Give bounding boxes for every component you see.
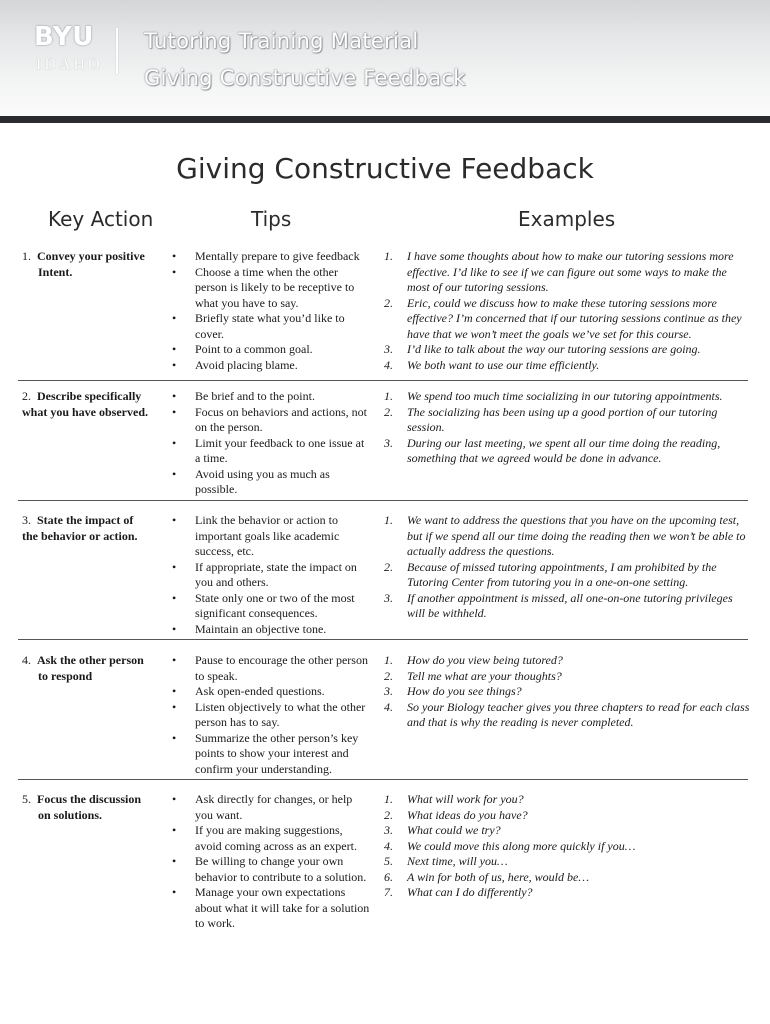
example-text: We both want to use our time efficiently.	[407, 357, 600, 372]
key-action-number: 5.	[22, 792, 31, 806]
example-number: 2.	[384, 404, 393, 419]
key-action-number: 3.	[22, 513, 31, 527]
banner-subtitle: Giving Constructive Feedback	[144, 66, 466, 90]
tip-item	[172, 436, 372, 467]
tip-text: Be brief and to the point.	[195, 389, 315, 403]
tips-list	[172, 389, 372, 498]
logo-byu-text: BYU	[34, 22, 94, 52]
example-item	[382, 823, 752, 839]
key-action-line2: to respond	[38, 668, 93, 683]
example-number: 1.	[384, 249, 393, 263]
example-number: 3.	[384, 342, 393, 356]
bullet-icon: •	[172, 684, 177, 698]
bullet-icon: •	[172, 653, 177, 667]
example-text: Tell me what are your thoughts?	[407, 668, 562, 683]
example-text: Eric, could we discuss how to make these tutoring sessions more effective? I’m concerned that if our tutoring sessions continue as they have that we won’t meet the goals we’ve set for this course.	[407, 295, 742, 341]
byu-idaho-logo	[34, 24, 120, 76]
tips-list	[172, 249, 372, 373]
example-item	[382, 885, 752, 901]
example-text: We want to address the questions that you have on the upcoming test, but if we spend all our time doing the reading then we won’t be able to actually address the questions.	[407, 513, 746, 558]
tip-text: Ask directly for changes, or help you want.	[195, 792, 353, 822]
bullet-icon: •	[172, 311, 177, 325]
example-text: We spend too much time socializing in our tutoring appointments.	[407, 389, 723, 403]
example-number: 6.	[384, 869, 393, 884]
example-number: 1.	[384, 653, 393, 667]
example-item	[382, 358, 752, 374]
logo-idaho-text: IDAHO	[36, 56, 103, 73]
example-text: We could move this along more quickly if you…	[407, 838, 636, 853]
tip-text: Be willing to change your own behavior to contribute to a solution.	[195, 854, 367, 884]
key-action-number: 4.	[22, 653, 31, 667]
bullet-icon: •	[172, 249, 177, 263]
tip-item	[172, 653, 372, 684]
example-text: What could we try?	[407, 823, 501, 837]
example-text: The socializing has been using up a good portion of our tutoring session.	[407, 404, 718, 434]
tip-item	[172, 249, 372, 265]
tips-list	[172, 653, 372, 777]
example-number: 1.	[384, 513, 393, 527]
example-text: A win for both of us, here, would be…	[407, 869, 590, 884]
example-number: 2.	[384, 668, 393, 683]
example-number: 7.	[384, 885, 393, 899]
key-action-line1: State the impact of	[37, 513, 134, 527]
example-text: I have some thoughts about how to make our tutoring sessions more effective. I’d like to see if we can figure out some ways to make the most of our tutoring sessions.	[407, 249, 734, 294]
examples-list	[382, 249, 752, 373]
key-action-line2: what you have observed.	[22, 404, 149, 419]
tip-text: Maintain an objective tone.	[195, 621, 327, 636]
tip-text: Manage your own expectations about what it will take for a solution to work.	[195, 885, 370, 930]
tip-text: Choose a time when the other person is likely to be receptive to what you have to say.	[195, 264, 355, 310]
key-action-line1: Describe specifically	[37, 389, 142, 403]
example-item	[382, 389, 752, 405]
bullet-icon: •	[172, 823, 177, 837]
example-item	[382, 854, 752, 870]
tip-text: Listen objectively to what the other person has to say.	[195, 699, 366, 729]
tips-list	[172, 792, 372, 932]
bullet-icon: •	[172, 792, 177, 806]
example-item	[382, 653, 752, 669]
tip-item	[172, 358, 372, 374]
key-action-line1: Convey your positive	[37, 249, 145, 263]
example-text: What can I do differently?	[407, 885, 533, 899]
tip-text: Focus on behaviors and actions, not on the person.	[195, 404, 367, 434]
tip-item	[172, 591, 372, 622]
key-action-number: 1.	[22, 249, 31, 263]
example-item	[382, 249, 752, 296]
tip-item	[172, 389, 372, 405]
key-action	[22, 513, 164, 544]
key-action-line1: Focus the discussion	[37, 792, 142, 806]
example-number: 3.	[384, 435, 393, 450]
tip-text: Mentally prepare to give feedback	[195, 249, 360, 263]
key-action	[22, 792, 164, 823]
example-item	[382, 342, 752, 358]
example-number: 2.	[384, 807, 393, 822]
tips-list	[172, 513, 372, 637]
tip-text: Avoid using you as much as possible.	[195, 466, 330, 496]
page-title: Giving Constructive Feedback	[176, 152, 594, 185]
column-header-key-action: Key Action	[48, 207, 154, 231]
example-text: During our last meeting, we spent all our time doing the reading, something that we agreed would be done in advance.	[407, 435, 721, 465]
bullet-icon: •	[172, 559, 177, 574]
key-action	[22, 653, 164, 684]
tip-item	[172, 622, 372, 638]
tip-text: Summarize the other person’s key points to show your interest and confirm your understanding.	[195, 730, 359, 776]
example-item	[382, 669, 752, 685]
tip-text: If appropriate, state the impact on you and others.	[195, 559, 357, 589]
tip-item	[172, 792, 372, 823]
key-action	[22, 389, 164, 420]
row-divider	[18, 500, 748, 501]
tip-item	[172, 684, 372, 700]
row-divider	[18, 779, 748, 780]
tip-text: Ask open-ended questions.	[195, 684, 325, 698]
header-banner	[0, 0, 770, 116]
example-text: So your Biology teacher gives you three chapters to read for each class and that is why the reading is never completed.	[407, 699, 750, 729]
tip-item	[172, 513, 372, 560]
tip-item	[172, 560, 372, 591]
tip-text: Avoid placing blame.	[195, 357, 298, 372]
tip-item	[172, 700, 372, 731]
tip-text: Briefly state what you’d like to cover.	[195, 311, 345, 341]
example-number: 3.	[384, 590, 393, 605]
example-number: 1.	[384, 792, 393, 806]
examples-list	[382, 513, 752, 622]
column-header-examples: Examples	[518, 207, 616, 231]
bullet-icon: •	[172, 357, 177, 372]
key-action	[22, 249, 164, 280]
example-item	[382, 684, 752, 700]
key-action-number: 2.	[22, 389, 31, 403]
bullet-icon: •	[172, 466, 177, 481]
bullet-icon: •	[172, 435, 177, 450]
key-action-line2: the behavior or action.	[22, 528, 138, 543]
key-action-line2: Intent.	[38, 264, 73, 279]
bullet-icon: •	[172, 699, 177, 714]
example-text: How do you view being tutored?	[407, 653, 563, 667]
tip-text: Pause to encourage the other person to speak.	[195, 653, 368, 683]
tip-text: State only one or two of the most significant consequences.	[195, 590, 355, 620]
banner-rule	[0, 116, 770, 123]
tip-item	[172, 342, 372, 358]
examples-list	[382, 389, 752, 467]
tip-item	[172, 467, 372, 498]
row-divider	[18, 639, 748, 640]
tip-text: Limit your feedback to one issue at a time.	[195, 435, 365, 465]
bullet-icon: •	[172, 590, 177, 605]
example-text: If another appointment is missed, all one-on-one tutoring privileges will be withheld.	[407, 590, 733, 620]
example-text: Next time, will you…	[407, 854, 508, 868]
example-item	[382, 591, 752, 622]
example-number: 4.	[384, 699, 393, 714]
bullet-icon: •	[172, 389, 177, 403]
banner-title: Tutoring Training Material	[144, 29, 419, 53]
bullet-icon: •	[172, 730, 177, 745]
example-text: What ideas do you have?	[407, 807, 528, 822]
example-number: 1.	[384, 389, 393, 403]
example-number: 4.	[384, 838, 393, 853]
example-item	[382, 405, 752, 436]
key-action-line1: Ask the other person	[37, 653, 144, 667]
example-number: 3.	[384, 684, 393, 698]
example-number: 2.	[384, 559, 393, 574]
tip-item	[172, 311, 372, 342]
bullet-icon: •	[172, 621, 177, 636]
example-number: 3.	[384, 823, 393, 837]
tip-item	[172, 885, 372, 932]
example-number: 4.	[384, 357, 393, 372]
bullet-icon: •	[172, 854, 177, 868]
example-item	[382, 839, 752, 855]
tip-text: If you are making suggestions, avoid coming across as an expert.	[195, 823, 357, 853]
logo-divider	[116, 28, 118, 74]
example-text: I’d like to talk about the way our tutoring sessions are going.	[407, 342, 701, 356]
example-item	[382, 792, 752, 808]
bullet-icon: •	[172, 885, 177, 899]
example-text: What will work for you?	[407, 792, 524, 806]
example-text: Because of missed tutoring appointments, I am prohibited by the Tutoring Center from tutoring you in a one-on-one setting.	[407, 559, 717, 589]
column-header-tips: Tips	[251, 207, 292, 231]
example-item	[382, 560, 752, 591]
tip-item	[172, 731, 372, 778]
tip-item	[172, 854, 372, 885]
examples-list	[382, 653, 752, 731]
key-action-line2: on solutions.	[38, 807, 103, 822]
example-item	[382, 870, 752, 886]
example-text: How do you see things?	[407, 684, 522, 698]
tip-item	[172, 823, 372, 854]
tip-item	[172, 265, 372, 312]
bullet-icon: •	[172, 342, 177, 356]
bullet-icon: •	[172, 264, 177, 279]
examples-list	[382, 792, 752, 901]
bullet-icon: •	[172, 513, 177, 527]
tip-item	[172, 405, 372, 436]
bullet-icon: •	[172, 404, 177, 419]
example-number: 5.	[384, 854, 393, 868]
row-divider	[18, 380, 748, 381]
example-number: 2.	[384, 295, 393, 310]
tip-text: Point to a common goal.	[195, 342, 313, 356]
example-item	[382, 808, 752, 824]
example-item	[382, 700, 752, 731]
example-item	[382, 513, 752, 560]
example-item	[382, 436, 752, 467]
tip-text: Link the behavior or action to important goals like academic success, etc.	[195, 513, 340, 558]
example-item	[382, 296, 752, 343]
